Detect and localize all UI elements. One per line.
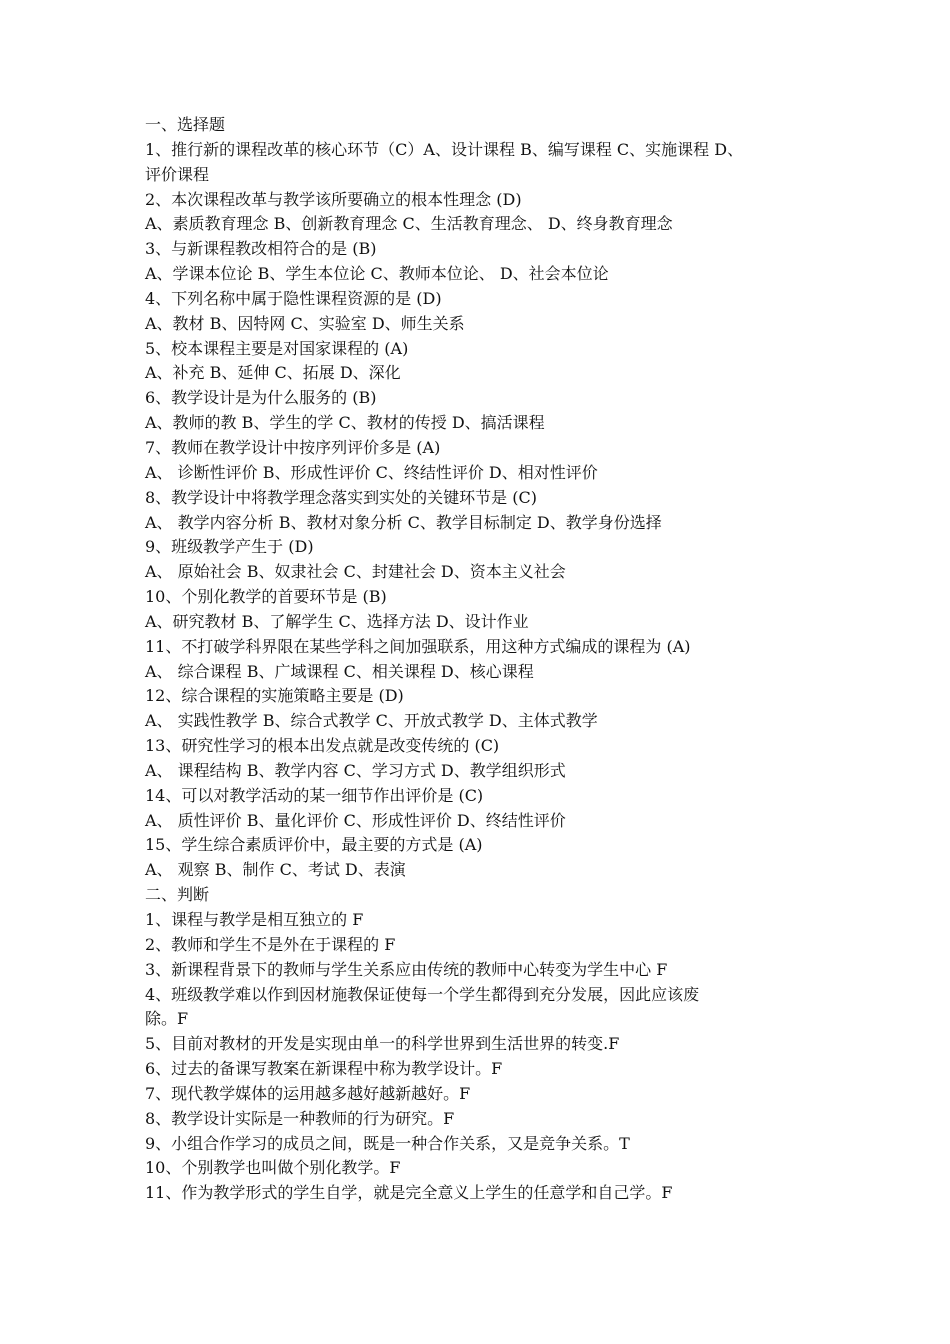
text-line: A、教师的教 B、学生的学 C、教材的传授 D、搞活课程 xyxy=(145,413,545,433)
text-line: 评价课程 xyxy=(145,164,210,184)
text-line: 8、教学设计实际是一种教师的行为研究。F xyxy=(145,1108,455,1128)
text-line: 12、综合课程的实施策略主要是 (D) xyxy=(145,686,404,706)
text-line: 5、目前对教材的开发是实现由单一的科学世界到生活世界的转变.F xyxy=(145,1034,620,1054)
text-line: 1、推行新的课程改革的核心环节（C）A、设计课程 B、编写课程 C、实施课程 D、 xyxy=(145,139,744,159)
text-line: A、学课本位论 B、学生本位论 C、教师本位论、 D、社会本位论 xyxy=(145,264,609,284)
text-line: 一、选择题 xyxy=(145,115,226,134)
text-line: 10、个别教学也叫做个别化教学。F xyxy=(145,1158,401,1178)
text-line: 7、教师在教学设计中按序列评价多是 (A) xyxy=(145,437,441,457)
text-line: A、 综合课程 B、广域课程 C、相关课程 D、核心课程 xyxy=(145,661,534,681)
text-line: 10、个别化教学的首要环节是 (B) xyxy=(145,587,387,607)
text-line: 3、与新课程教改相符合的是 (B) xyxy=(145,239,377,259)
text-line: 1、课程与教学是相互独立的 F xyxy=(145,910,364,929)
text-line: 4、班级教学难以作到因材施教保证使每一个学生都得到充分发展，因此应该废 xyxy=(145,984,700,1004)
text-line: A、研究教材 B、了解学生 C、选择方法 D、设计作业 xyxy=(145,611,529,631)
text-line: A、 课程结构 B、教学内容 C、学习方式 D、教学组织形式 xyxy=(145,760,566,780)
text-line: A、 诊断性评价 B、形成性评价 C、终结性评价 D、相对性评价 xyxy=(145,462,598,482)
text-line: 11、作为教学形式的学生自学，就是完全意义上学生的任意学和自己学。F xyxy=(145,1183,673,1203)
text-line: 8、教学设计中将教学理念落实到实处的关键环节是 (C) xyxy=(145,487,537,507)
text-line: 除。F xyxy=(145,1009,189,1029)
text-line: 二、判断 xyxy=(145,885,210,905)
text-line: 2、教师和学生不是外在于课程的 F xyxy=(145,934,396,954)
text-line: A、教材 B、因特网 C、实验室 D、师生关系 xyxy=(145,313,465,333)
text-line: 4、下列名称中属于隐性课程资源的是 (D) xyxy=(145,288,442,308)
text-line: 15、学生综合素质评价中，最主要的方式是 (A) xyxy=(145,835,483,855)
text-line: 11、不打破学科界限在某些学科之间加强联系，用这种方式编成的课程为 (A) xyxy=(145,636,691,656)
text-line: 9、小组合作学习的成员之间，既是一种合作关系，又是竞争关系。T xyxy=(145,1133,630,1153)
text-line: 7、现代教学媒体的运用越多越好越新越好。F xyxy=(145,1083,471,1103)
text-line: 9、班级教学产生于 (D) xyxy=(145,537,314,557)
text-line: A、 实践性教学 B、综合式教学 C、开放式教学 D、主体式教学 xyxy=(145,711,598,731)
text-line: 2、本次课程改革与教学该所要确立的根本性理念 (D) xyxy=(145,189,522,209)
text-line: 6、教学设计是为什么服务的 (B) xyxy=(145,388,377,408)
text-line: 6、过去的备课写教案在新课程中称为教学设计。F xyxy=(145,1059,503,1079)
text-line: 3、新课程背景下的教师与学生关系应由传统的教师中心转变为学生中心 F xyxy=(145,959,668,979)
text-line: 14、可以对教学活动的某一细节作出评价是 (C) xyxy=(145,785,484,805)
text-line: 13、研究性学习的根本出发点就是改变传统的 (C) xyxy=(145,736,500,756)
text-line: A、 质性评价 B、量化评价 C、形成性评价 D、终结性评价 xyxy=(145,810,566,830)
text-line: A、补充 B、延伸 C、拓展 D、深化 xyxy=(145,363,401,383)
document-page xyxy=(145,113,825,1206)
text-line: A、 教学内容分析 B、教材对象分析 C、教学目标制定 D、教学身份选择 xyxy=(145,512,662,532)
text-line: 5、校本课程主要是对国家课程的 (A) xyxy=(145,338,409,358)
text-line: A、素质教育理念 B、创新教育理念 C、生活教育理念、 D、终身教育理念 xyxy=(145,214,673,234)
text-line: A、 原始社会 B、奴隶社会 C、封建社会 D、资本主义社会 xyxy=(145,562,566,582)
text-line: A、 观察 B、制作 C、考试 D、表演 xyxy=(145,860,406,880)
